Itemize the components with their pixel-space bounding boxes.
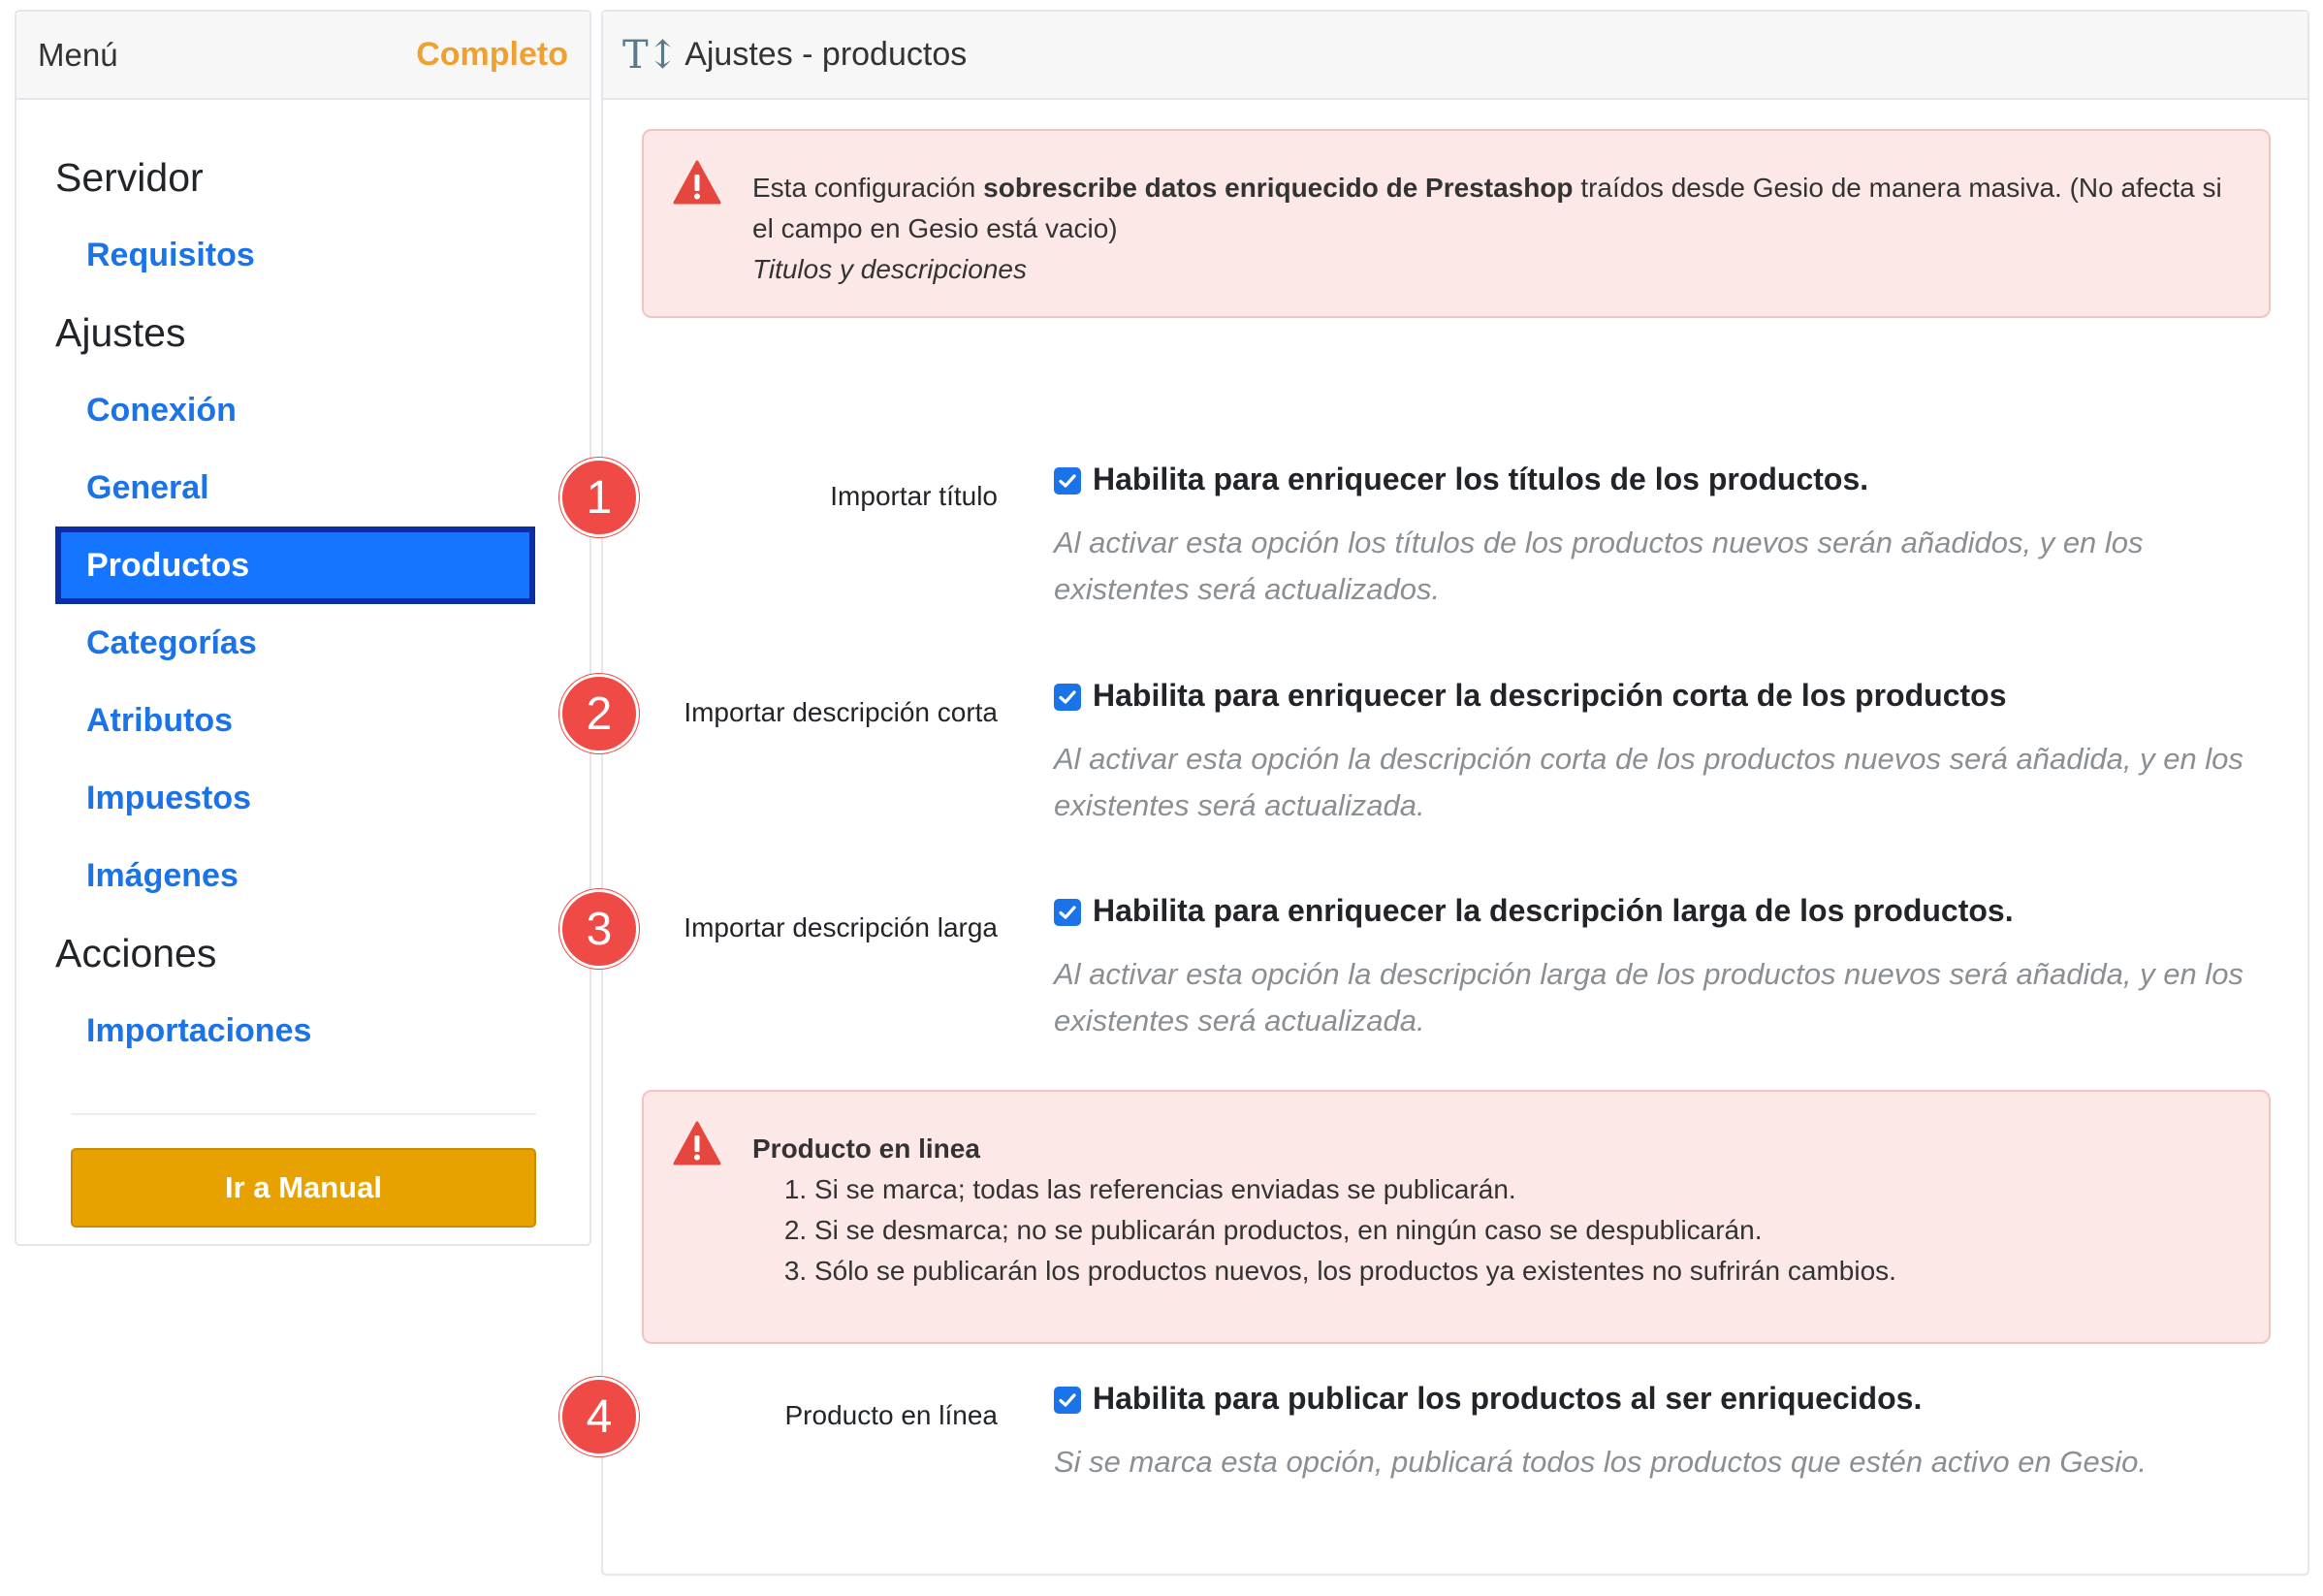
alert-text-after: traídos desde Gesio de manera masiva. (No afecta si el campo en Gesio está vacio) [752,173,2222,243]
option-checkbox-4[interactable] [1054,1387,1081,1414]
section-title-servidor: Servidor [55,154,204,200]
menu-item-atributos[interactable]: Atributos [86,701,234,739]
option-label: Producto en línea [784,1400,998,1430]
option-checkbox-1[interactable] [1054,467,1081,495]
status-label: Completo [416,36,568,73]
menu-item-imagenes[interactable]: Imágenes [86,856,239,894]
warning-alert-overwrite [642,129,2271,318]
option-label: Importar título [830,481,998,511]
option-title: Habilita para enriquecer la descripción corta de los productos [1093,678,2007,713]
settings-panel [586,10,2309,1576]
menu-item-categorias[interactable]: Categorías [86,623,257,661]
menu-item-impuestos[interactable]: Impuestos [86,779,252,816]
option-label: Importar descripción larga [684,912,998,942]
step-badge-3: 3 [559,889,639,969]
menu-item-productos[interactable]: Productos [55,527,535,604]
option-checkbox-2[interactable] [1054,684,1081,711]
alert-message [752,168,2230,249]
option-title: Habilita para enriquecer la descripción larga de los productos. [1093,893,2014,928]
warning-icon [673,1121,721,1165]
warning-icon [673,160,721,205]
menu-list [16,139,589,1228]
check-icon [1057,470,1078,492]
check-icon [1057,902,1078,923]
list-item: 3. Sólo se publicarán los productos nuevos, los productos ya existentes no sufrirán cambios. [814,1251,2230,1292]
info-alert-producto-en-linea [642,1090,2271,1344]
option-title: Habilita para enriquecer los títulos de los productos. [1093,462,1869,496]
menu-item-conexion[interactable]: Conexión [86,391,237,429]
sidebar-header [16,12,589,100]
option-checkbox-3[interactable] [1054,899,1081,926]
option-label: Importar descripción corta [684,697,998,727]
check-icon [1057,686,1078,708]
alert-italic-note: Titulos y descripciones [752,254,1027,284]
option-help: Al activar esta opción la descripción corta de los productos nuevos será añadida, y en los existentes será actualizada. [1054,742,2243,822]
list-item: 2. Si se desmarca; no se publicarán productos, en ningún caso se despublicarán. [814,1210,2230,1251]
option-help: Al activar esta opción la descripción larga de los productos nuevos será añadida, y en los existentes será actualizada. [1054,957,2243,1037]
menu-item-general[interactable]: General [86,468,209,506]
step-badge-2: 2 [559,674,639,753]
menu-item-importaciones[interactable]: Importaciones [86,1011,312,1049]
alert-text-bold: sobrescribe datos enriquecido de Prestashop [983,173,1574,203]
section-title-ajustes: Ajustes [55,309,186,355]
manual-button[interactable]: Ir a Manual [71,1148,536,1228]
step-badge-4: 4 [559,1377,639,1456]
alert-text-before: Esta configuración [752,173,984,203]
text-height-icon: T↕ [622,32,678,78]
option-title: Habilita para publicar los productos al ser enriquecidos. [1093,1381,1923,1416]
step-badge-1: 1 [559,458,639,537]
alert-list [783,1169,2230,1292]
option-help: Al activar esta opción los títulos de los productos nuevos serán añadidos, y en los existentes será actualizados. [1054,526,2144,606]
list-item: 1. Si se marca; todas las referencias enviadas se publicarán. [814,1169,2230,1210]
option-help: Si se marca esta opción, publicará todos los productos que estén activo en Gesio. [1054,1445,2147,1479]
menu-divider [71,1113,536,1115]
check-icon [1057,1389,1078,1411]
sidebar-menu [15,10,591,1246]
menu-item-requisitos[interactable]: Requisitos [86,236,255,273]
panel-title: Ajustes - productos [684,36,968,73]
panel-header [603,12,2307,100]
section-title-acciones: Acciones [55,930,217,975]
alert-title: Producto en linea [752,1133,980,1164]
sidebar-title: Menú [38,36,118,73]
